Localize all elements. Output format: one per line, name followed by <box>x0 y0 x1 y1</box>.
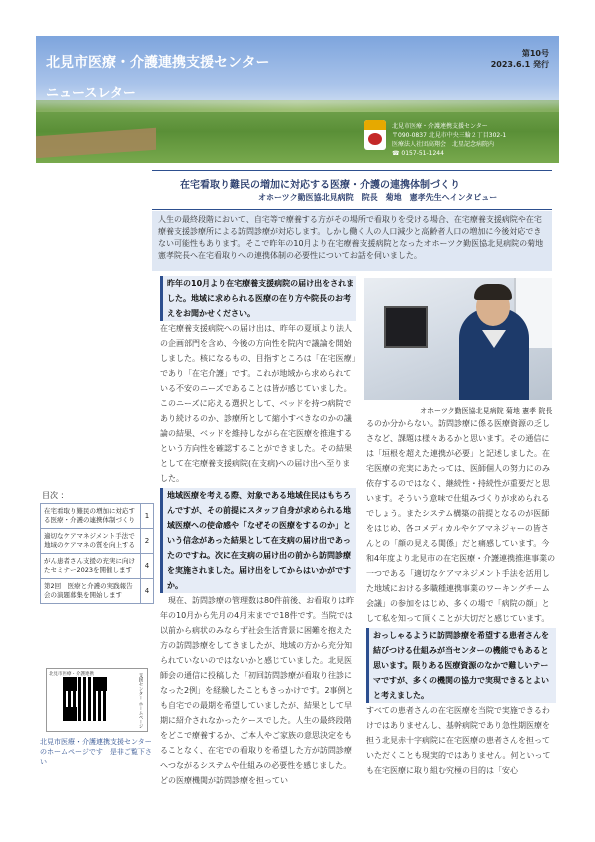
table-of-contents <box>40 503 154 604</box>
toc-item[interactable]: 適切なケアマネジメント手法で地域のケアマネの質を向上する 2 <box>41 529 153 554</box>
newsletter-subtitle: ニュースレター <box>46 86 136 101</box>
org-phone: ☎ 0157-51-1244 <box>392 150 444 157</box>
answer-1: 在宅療養支援病院への届け出は、昨年の夏頃より法人の企画部門を含め、今後の方向性を院内で議論を開始しました。核になるもの、目指すところは「在宅医療」であり「在宅介護」です。これが地域から求められている不安のニーズであることは皆が感じていました。このニーズに応える選択として、ベッドを持つ病院であり続けるのか、診療所として縮小すべきなのかの議論の結果、ベッドを維持しながら在宅医療を推進するという方向性を確認することができました。その結果として在宅療養支援病院(在支病)への届け出へ至りました。 <box>160 324 356 483</box>
question-1: 昨年の10月より在宅療養支援病院の届け出をされました。地域に求められる医療の在り方や院長のお考えをお聞かせください。 <box>160 276 356 321</box>
toc-item[interactable]: 第2回 医療と介護の実践報告会の演題募集を開始します 4 <box>41 579 153 603</box>
answer-2: 現在、訪問診療の管理数は80件前後、お看取りは昨年の10月から先月の4月末までで18件です。当院では以前から病状のみならず社会生活背景に困難を抱えた方の訪問診療をしてきましたが、地域の方から充分知られていないのではないかと感じていました。北見医師会の通信に投稿した「初回訪問診療が看取り往診になった2例」を経験したこともきっかけです。2事例とも自宅での最期を希望していましたが、結果として早期に紹介されなかったケースでした。人生の最終段階をどこで療養するか、ご本人やご家族の意思決定をもることなく、在宅での看取りを希望した方が訪問診療へつながるシステムや仕組みの必要性を感じました。どの医療機関が訪問診療を担ってい <box>160 596 355 785</box>
left-column <box>160 276 356 788</box>
qr-note-side: 支援センター ホームページ <box>138 673 143 729</box>
question-2: 地域医療を考える際、対象である地域住民はもちろんですが、その前提にスタッフ自身が求められる地域医療への使命感や「なぜその医療をするのか」という信念があった結果として在支病の届け出であったのですね。次に在支病の届け出の前から訪問診療を実施されました。届け出をしてからはいかがですか。 <box>160 488 356 593</box>
qr-note-top: 北見市医療・介護連携 <box>49 672 94 677</box>
article-title: 在宅看取り難民の増加に対応する医療・介護の連携体制づくり <box>180 180 460 191</box>
right-column <box>366 416 556 778</box>
org-logo-icon <box>364 120 386 150</box>
question-3: おっしゃるように訪問診療を希望する患者さんを結びつける仕組みが当センターの機能でもあると思います。限りある医療資源のなかで難しいテーマですが、多くの機関の協力で実現できるとよいと考えました。 <box>366 628 556 703</box>
issue-date: 2023.6.1 発行 <box>490 60 549 69</box>
homepage-note: 北見市医療・介護連携支援センターのホームページです 是非ご覧下さい <box>40 738 152 766</box>
toc-item[interactable]: がん患者さん支援の充実に向けたセミナー2023を開催します 4 <box>41 554 153 579</box>
toc-label: 目次 ： <box>42 491 69 500</box>
toc-item[interactable]: 在宅看取り難民の増加に対応する医療・介護の連携体制づくり 1 <box>41 504 153 529</box>
answer-3: すべての患者さんの在宅医療を当院で実施できるわけではありませんし、基幹病院であり急性期医療を担う北見赤十字病院に在宅医療の患者さんを担っていただくことも現実的ではありません。何といっても在宅医療に取り組む究極の目的は「安心 <box>366 706 551 775</box>
field-soil <box>36 128 156 158</box>
interview-photo <box>364 278 552 400</box>
issue-info <box>491 48 549 70</box>
org-name: 北見市医療・介護連携支援センター <box>392 123 488 130</box>
issue-number: 第10号 <box>521 49 549 58</box>
intro-box: 人生の最終段階において、自宅等で療養する方がその場所で看取りを受ける場合、在宅療養支援病院や在宅療養支援診療所による訪問診療が対応します。しかし働く人の人口減少と高齢者人口の増加に今後対応できない可能性もあります。そこで昨年の10月より在宅療養支援病院となったオホーツク勤医協北見病院の菊地憲孝院長へ在宅看取りへの連携体制の必要性についてお話を伺いました。 <box>152 211 552 271</box>
org-address: 〒090-0837 北見市中央三輪２丁目302-1 <box>392 132 507 139</box>
photo-caption: オホーツク勤医協北見病院 菊地 憲孝 院長 <box>420 407 553 415</box>
org-contact <box>392 122 506 158</box>
org-operator: 医療法人社団高翔会 北星記念病院内 <box>392 141 495 148</box>
article-subtitle: オホーツク勤医協北見病院 院長 菊地 憲孝先生へインタビュー <box>258 193 498 202</box>
field-band <box>36 100 559 112</box>
qr-code-icon[interactable] <box>63 677 107 721</box>
answer-2-continued: るのか分からない。訪問診療に係る医療資源の乏しさなど、課題は様々あるかと思います。その通信には「垣根を超えた連携が必要」と記述しました。在宅医療の充実にあたっては、医師個人の努力にのみ依存するのではなく、継続性・持続性が重要だと思います。そういう意味で仕組みづくりが求められるでしょう。またシステム構築の前提となるのが医師をはじめ、各コメディカルやケアマネジャーの皆さんとの「顔の見える関係」だと痛感しています。今和4年度より北見市の在宅医療・介護連携推進事業の一つである「適切なケアマネジメント手法を活用した地域における多職種連携事業のワーキングチーム会議」の参加をはじめ、多くの場で「病院の顔」として私を知って頂くことが大切だと感じています。 <box>366 419 556 623</box>
newsletter-title: 北見市医療・介護連携支援センター <box>46 55 270 71</box>
qr-card[interactable] <box>46 668 148 732</box>
